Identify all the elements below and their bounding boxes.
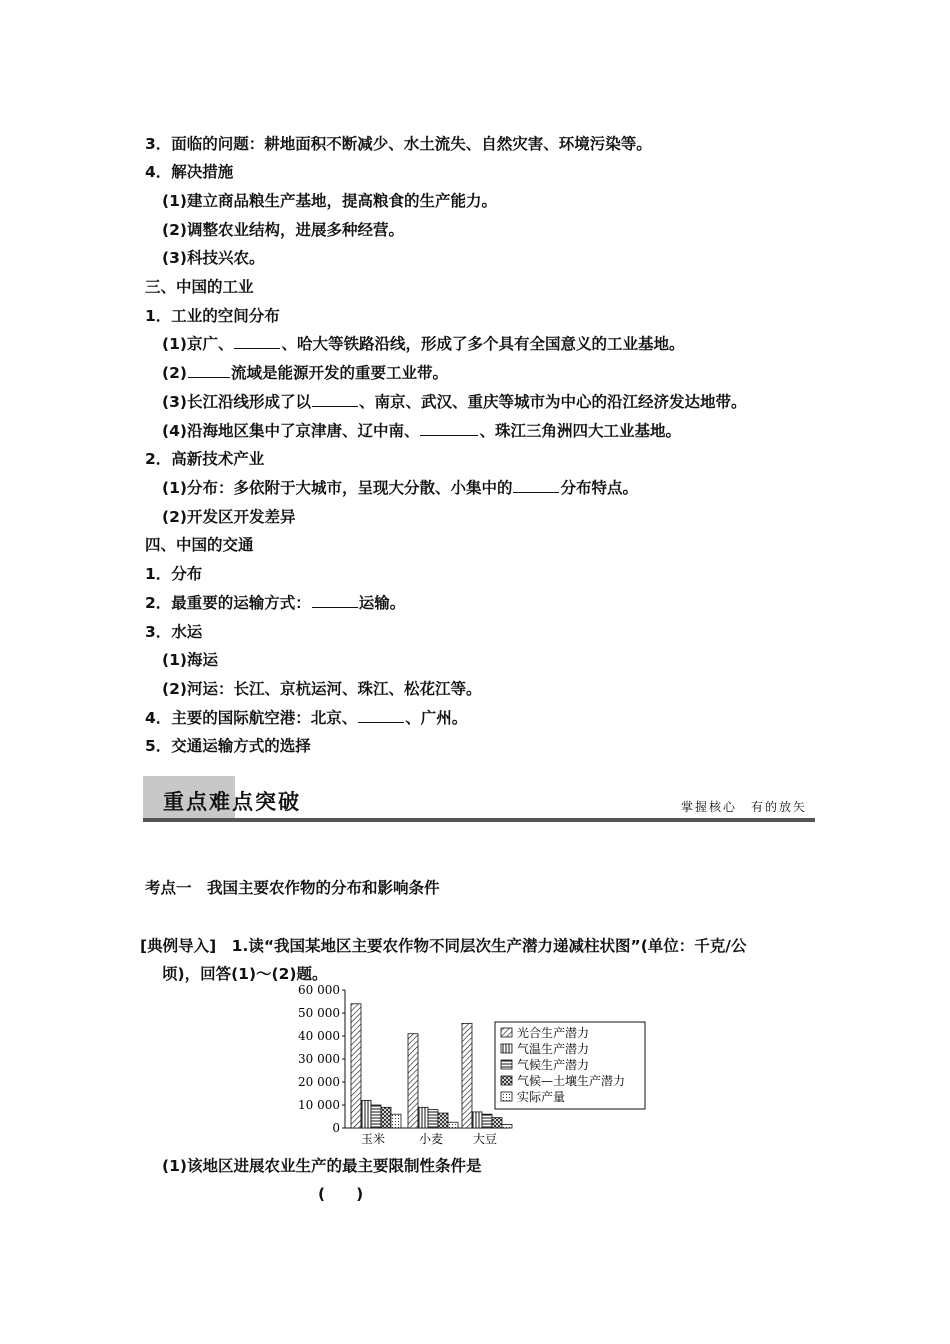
text-line: (2)开发区开发差异 bbox=[162, 508, 296, 526]
text-part: (1)分布：多依附于大城市，呈现大分散、小集中的 bbox=[162, 479, 513, 497]
bar bbox=[472, 1112, 482, 1128]
example-line: 顷)，回答(1)～(2)题。 bbox=[162, 965, 328, 983]
bar bbox=[418, 1107, 428, 1128]
text-part: 运输。 bbox=[358, 594, 406, 612]
text-part: 流域是能源开发的重要工业带。 bbox=[230, 364, 448, 382]
y-tick-label: 0 bbox=[332, 1121, 340, 1135]
text-line: 4．解决措施 bbox=[145, 163, 234, 181]
text-line bbox=[145, 593, 405, 613]
legend-label: 气候生产潜力 bbox=[517, 1058, 590, 1072]
text-part: 、广州。 bbox=[405, 709, 468, 727]
banner-title: 重点难点突破 bbox=[163, 790, 301, 814]
section-heading: 四、中国的交通 bbox=[145, 536, 254, 554]
x-tick-label: 小麦 bbox=[418, 1132, 444, 1146]
bar bbox=[371, 1105, 381, 1128]
y-tick-label: 20 000 bbox=[298, 1075, 340, 1089]
text-line bbox=[145, 708, 467, 728]
bar bbox=[482, 1114, 492, 1128]
text-part: (2) bbox=[162, 364, 187, 382]
legend-swatch bbox=[501, 1028, 512, 1037]
section-banner bbox=[143, 776, 815, 824]
legend-swatch bbox=[501, 1092, 512, 1101]
fill-blank bbox=[513, 478, 559, 493]
legend-label: 气温生产潜力 bbox=[517, 1042, 590, 1056]
legend-swatch bbox=[501, 1044, 512, 1053]
text-line: 1．分布 bbox=[145, 565, 203, 583]
x-tick-label: 大豆 bbox=[472, 1132, 498, 1146]
text-part: 、哈大等铁路沿线，形成了多个具有全国意义的工业基地。 bbox=[281, 335, 685, 353]
legend-swatch bbox=[501, 1060, 512, 1069]
y-tick-label: 30 000 bbox=[298, 1052, 340, 1066]
topic-heading: 考点一 我国主要农作物的分布和影响条件 bbox=[145, 879, 440, 897]
bar bbox=[361, 1100, 371, 1128]
bar bbox=[448, 1122, 458, 1128]
x-tick-label: 玉米 bbox=[360, 1132, 386, 1146]
text-line: (2)调整农业结构，进展多种经营。 bbox=[162, 221, 404, 239]
y-tick-label: 40 000 bbox=[298, 1029, 340, 1043]
bar bbox=[462, 1023, 472, 1128]
text-line bbox=[162, 363, 448, 383]
text-part: 分布特点。 bbox=[560, 479, 638, 497]
bar bbox=[438, 1113, 448, 1128]
bar bbox=[428, 1110, 438, 1128]
text-line: (1)建立商品粮生产基地，提高粮食的生产能力。 bbox=[162, 192, 497, 210]
text-part: (1)京广、 bbox=[162, 335, 234, 353]
text-line bbox=[162, 421, 681, 441]
text-part: 2．最重要的运输方式： bbox=[145, 594, 311, 612]
banner-slogan: 掌握核心 有的放矢 bbox=[680, 800, 807, 814]
text-line: (3)科技兴农。 bbox=[162, 249, 265, 267]
banner-rule bbox=[143, 818, 815, 822]
text-part: 、南京、武汉、重庆等城市为中心的沿江经济发达地带。 bbox=[358, 393, 747, 411]
text-part: 4．主要的国际航空港：北京、 bbox=[145, 709, 358, 727]
section-heading: 三、中国的工业 bbox=[145, 278, 254, 296]
fill-blank bbox=[312, 392, 358, 407]
text-part: (4)沿海地区集中了京津唐、辽中南、 bbox=[162, 422, 420, 440]
text-line bbox=[162, 478, 638, 498]
y-tick-label: 50 000 bbox=[298, 1006, 340, 1020]
y-tick-label: 10 000 bbox=[298, 1098, 340, 1112]
bar-chart bbox=[295, 982, 655, 1147]
text-part: 、珠江三角洲四大工业基地。 bbox=[479, 422, 681, 440]
y-tick-label: 60 000 bbox=[298, 983, 340, 997]
text-line: 3．水运 bbox=[145, 623, 203, 641]
text-line: (1)海运 bbox=[162, 651, 218, 669]
bar bbox=[502, 1125, 512, 1128]
fill-blank bbox=[188, 363, 230, 378]
answer-parentheses: ( ) bbox=[318, 1185, 364, 1203]
text-line: 1．工业的空间分布 bbox=[145, 307, 280, 325]
bar bbox=[351, 1004, 361, 1128]
bar bbox=[391, 1114, 401, 1128]
fill-blank bbox=[234, 334, 280, 349]
fill-blank bbox=[420, 421, 478, 436]
text-line: (2)河运：长江、京杭运河、珠江、松花江等。 bbox=[162, 680, 482, 698]
legend-swatch bbox=[501, 1076, 512, 1085]
text-line bbox=[162, 334, 684, 354]
fill-blank bbox=[358, 708, 404, 723]
legend-label: 气候—土壤生产潜力 bbox=[517, 1074, 626, 1088]
text-line: 3．面临的问题：耕地面积不断减少、水土流失、自然灾害、环境污染等。 bbox=[145, 135, 652, 153]
question-text: (1)该地区进展农业生产的最主要限制性条件是 bbox=[162, 1157, 482, 1175]
bar bbox=[381, 1107, 391, 1128]
text-line: 5．交通运输方式的选择 bbox=[145, 737, 311, 755]
text-line bbox=[162, 392, 746, 412]
text-part: (3)长江沿线形成了以 bbox=[162, 393, 311, 411]
example-line: [典例导入] 1.读“我国某地区主要农作物不同层次生产潜力递减柱状图”(单位：千克/公 bbox=[140, 937, 747, 955]
text-line: 2．高新技术产业 bbox=[145, 450, 265, 468]
legend-label: 实际产量 bbox=[517, 1090, 566, 1104]
legend-label: 光合生产潜力 bbox=[517, 1026, 590, 1040]
bar bbox=[492, 1118, 502, 1128]
bar bbox=[408, 1034, 418, 1128]
fill-blank bbox=[312, 593, 358, 608]
